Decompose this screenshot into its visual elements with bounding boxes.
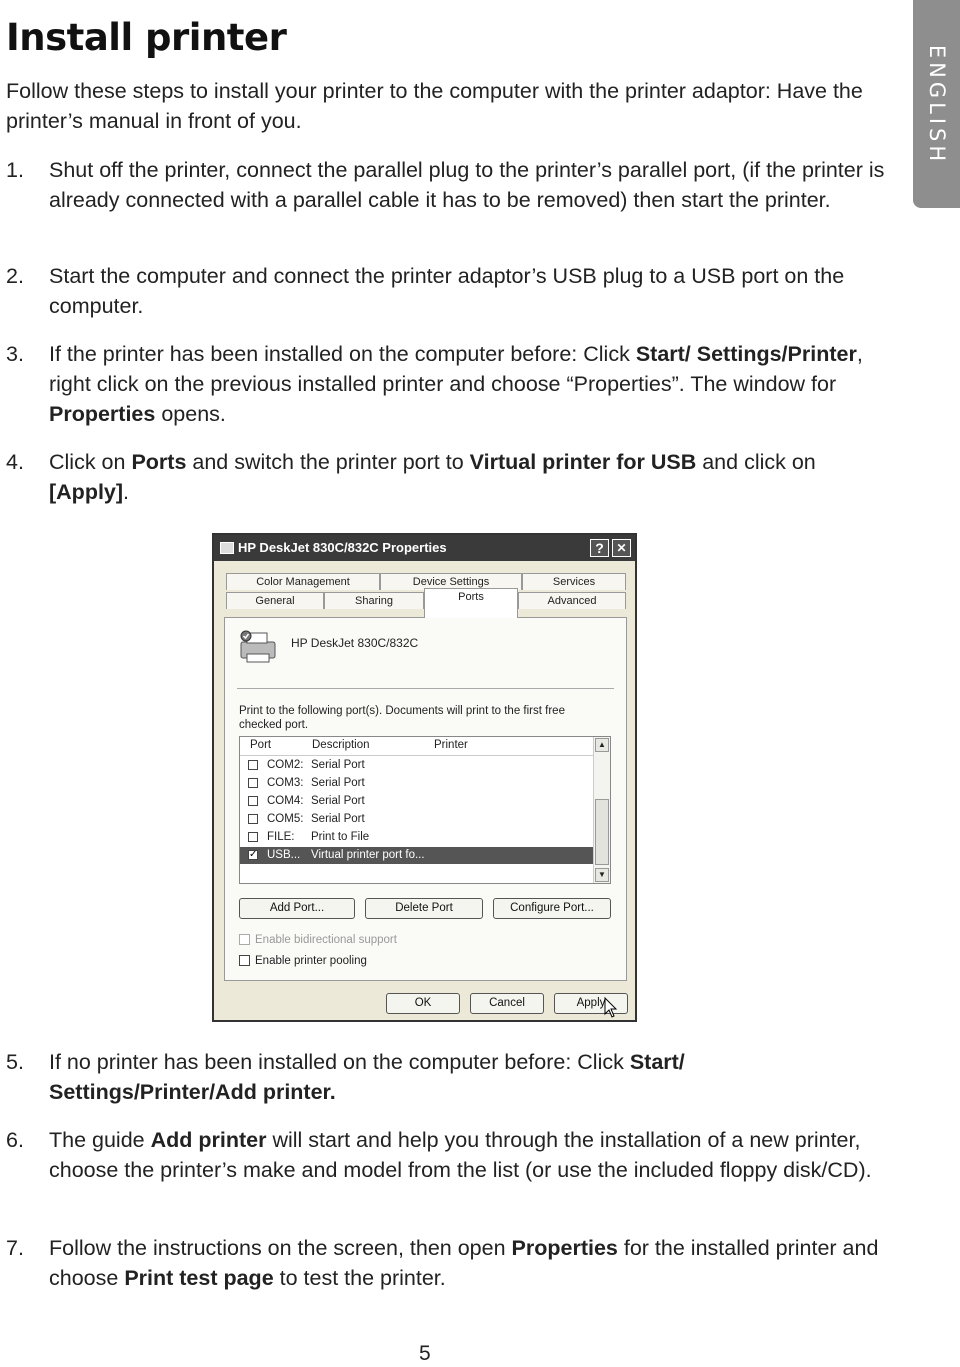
tab-device-settings[interactable]: Device Settings [380,573,522,590]
port-name: COM5: [267,813,304,825]
port-name: COM3: [267,777,304,789]
step-text-part: will start and help you through the installation of a new printer, choose the printer’s make and model from the list (or use the included floppy disk/CD). [49,1128,872,1182]
step-number: 7. [6,1236,24,1260]
apply-button[interactable]: Apply [554,993,628,1014]
mouse-cursor-icon [604,997,618,1019]
step-number: 2. [6,264,24,288]
step-text [49,1233,886,1293]
port-row[interactable] [240,847,593,864]
cancel-button[interactable]: Cancel [470,993,544,1014]
port-description: Serial Port [311,759,365,771]
bidirectional-checkbox[interactable] [239,934,397,946]
add-port-button[interactable]: Add Port... [239,898,355,919]
port-description: Virtual printer port fo... [311,849,425,861]
listbox-scrollbar[interactable] [593,737,610,883]
language-tab [913,0,960,208]
page-title: Install printer [6,16,287,59]
step-text [49,1125,886,1185]
port-description: Print to File [311,831,370,843]
delete-port-button[interactable]: Delete Port [365,898,483,919]
port-description: Serial Port [311,813,365,825]
step-text [49,339,886,429]
step-text-bold: Print test page [124,1266,274,1290]
step-text [49,155,886,215]
tab-services[interactable]: Services [522,573,626,590]
port-checkbox[interactable] [248,796,258,806]
port-name: FILE: [267,831,295,843]
step-text-part: to test the printer. [273,1266,446,1290]
port-checkbox[interactable] [248,814,258,824]
step-text-bold: Start/ Settings/Printer [635,342,857,366]
help-button[interactable]: ? [590,539,609,557]
step-text-part: The guide [49,1128,151,1152]
step-text-part: If the printer has been installed on the computer before: Click [49,342,636,366]
column-printer[interactable]: Printer [434,739,468,751]
port-row[interactable] [240,757,593,774]
intro-paragraph: Follow these steps to install your printer to the computer with the printer adaptor: Have the printer’s manual in front of you. [6,79,863,133]
step-text-bold: Ports [131,450,187,474]
step-number: 1. [6,158,24,182]
printer-small-icon [220,542,234,554]
dialog-title: HP DeskJet 830C/832C Properties [238,540,447,555]
step-item [6,261,886,321]
step-item [6,339,886,429]
step-text-part: . [123,480,130,504]
step-text [49,1047,886,1107]
listbox-header [240,737,593,756]
step-text-part: Follow the instructions on the screen, then open [49,1236,512,1260]
scroll-thumb[interactable] [595,799,609,865]
configure-port-button[interactable]: Configure Port... [493,898,611,919]
step-text-part: for the installed printer and choose [49,1236,879,1290]
step-item [6,447,886,507]
port-name: COM4: [267,795,304,807]
pooling-checkbox[interactable] [239,955,367,967]
step-text-bold: Properties [511,1236,618,1260]
step-text-bold: Start/ Settings/Printer/Add printer. [49,1050,685,1104]
divider [237,688,614,689]
step-text [49,261,886,321]
step-text-bold: Virtual printer for USB [469,450,697,474]
step-text-part: and click on [696,450,816,474]
step-text-part: Click on [49,450,132,474]
ports-tab-panel [224,617,627,981]
port-row[interactable] [240,829,593,846]
step-item [6,1047,886,1107]
port-checkbox[interactable]: ✓ [249,849,258,860]
port-checkbox[interactable] [248,832,258,842]
tab-ports[interactable]: Ports [424,588,518,618]
ok-button[interactable]: OK [386,993,460,1014]
dialog-titlebar [214,535,635,561]
step-text-bold: Add printer [150,1128,267,1152]
tab-advanced[interactable]: Advanced [518,592,626,609]
step-number: 4. [6,450,24,474]
step-text-part: , right click on the previous installed printer and choose “Properties”. The window for [49,342,863,396]
step-number: 3. [6,342,24,366]
step-number: 5. [6,1050,24,1074]
step-number: 6. [6,1128,24,1152]
step-text-part: and switch the printer port to [186,450,470,474]
port-row[interactable] [240,811,593,828]
scroll-up-icon[interactable]: ▲ [595,738,609,752]
step-text-part: Start the computer and connect the printer adaptor’s USB plug to a USB port on the computer. [49,264,845,318]
step-item [6,1233,886,1293]
printer-icon [239,630,277,664]
ports-listbox[interactable] [239,736,611,884]
step-text-part: opens. [155,402,226,426]
tab-color-management[interactable]: Color Management [226,573,380,590]
tab-general[interactable]: General [226,592,324,609]
printer-name: HP DeskJet 830C/832C [291,636,419,650]
port-name: COM2: [267,759,304,771]
port-row[interactable] [240,775,593,792]
tab-sharing[interactable]: Sharing [324,592,424,609]
port-description: Serial Port [311,795,365,807]
step-text-part: If no printer has been installed on the computer before: Click [49,1050,630,1074]
column-description[interactable]: Description [312,739,370,751]
step-text [49,447,886,507]
port-row[interactable] [240,793,593,810]
pooling-label: Enable printer pooling [255,955,367,967]
ports-description: Print to the following port(s). Documents will print to the first free checked port. [239,705,565,731]
port-description: Serial Port [311,777,365,789]
close-button[interactable]: ✕ [612,539,631,557]
step-text-part: Shut off the printer, connect the parallel plug to the printer’s parallel port, (if the printer is already connected with a parallel cable it has to be removed) then start the printer. [49,158,885,212]
bidirectional-label: Enable bidirectional support [255,934,397,946]
language-tab-label: ENGLISH [924,44,949,166]
properties-dialog [212,533,637,1022]
checkbox-box[interactable] [239,955,250,966]
step-item [6,1125,886,1185]
step-text-bold: Properties [49,402,156,426]
scroll-down-icon[interactable]: ▼ [595,868,609,882]
step-text-bold: [Apply] [49,480,124,504]
page-number: 5 [419,1342,431,1365]
step-item [6,155,886,215]
port-name: USB... [267,849,301,861]
port-checkbox[interactable] [248,778,258,788]
checkbox-box[interactable] [239,934,250,945]
port-checkbox[interactable] [248,760,258,770]
column-port[interactable]: Port [250,739,272,751]
